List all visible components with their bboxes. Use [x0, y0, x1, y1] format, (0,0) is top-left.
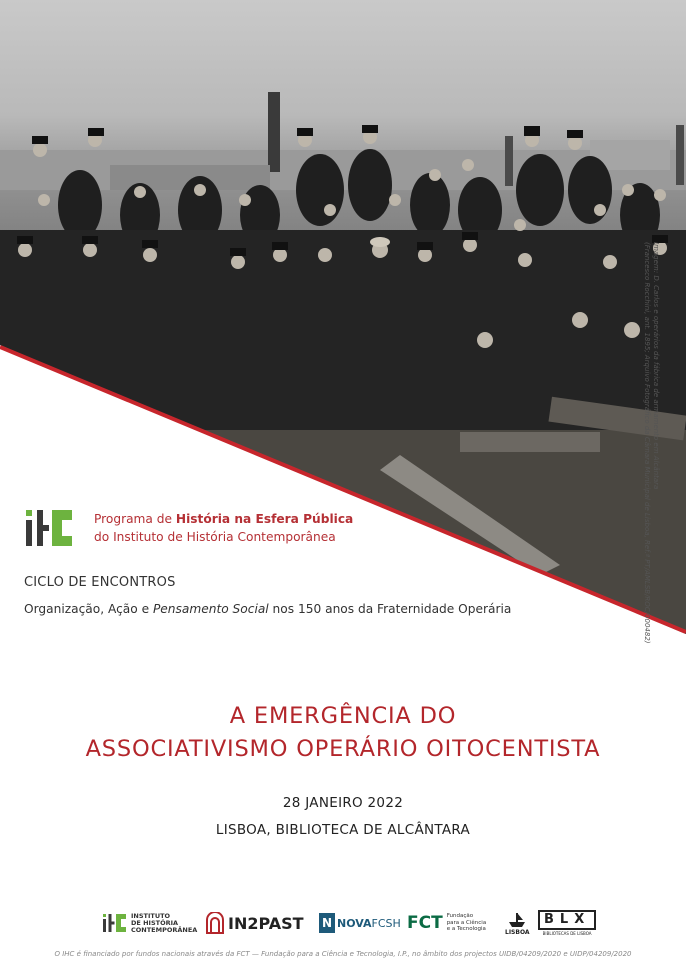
in2past-arch-icon [205, 912, 225, 934]
event-title [0, 700, 686, 766]
ihc-partner-logo [103, 908, 197, 938]
blx-sub: BIBLIOTECAS DE LISBOA [542, 931, 592, 936]
cycle-sub-a: Organização, Ação e [24, 602, 153, 616]
fct-l3: e a Tecnologia [446, 926, 486, 933]
fct-logo [407, 908, 486, 938]
cycle-sub-italic: Pensamento Social [152, 602, 269, 616]
ihc-partner-l3: CONTEMPORÂNEA [131, 925, 198, 934]
funding-footnote: O IHC é financiado por fundos nacionais através da FCT — Fundação para a Ciência e Tecnologia, I.P., no âmbito dos projectos UIDB/04209/2020 e UIDP/04209/2020 [54, 950, 632, 958]
photo-credit [642, 242, 660, 644]
event-title-line1: A EMERGÊNCIA DO [229, 703, 457, 729]
fct-l1: Fundação [446, 913, 474, 920]
fct-text: FCT [407, 913, 443, 933]
nova-fcsh-logo [319, 908, 401, 938]
in2past-text: IN2PAST [228, 913, 304, 933]
event-place: LISBOA, BIBLIOTECA DE ALCÂNTARA [215, 822, 471, 838]
in2past-logo [205, 908, 304, 938]
event-date: 28 JANEIRO 2022 [282, 795, 404, 811]
blx-logo [538, 908, 596, 938]
ihc-program-block [26, 508, 353, 548]
photo-credit-line2: (Francesco Rocchini, ant. 1895; Arquivo Fotográfico da Câmara Municipal de Lisboa, Ref.ª PT/AMLSB/ROC/000482) [643, 242, 651, 644]
cycle-subtitle [24, 602, 511, 616]
ihc-partner-l2: DE HISTÓRIA [131, 918, 179, 927]
nova-n-icon: N [319, 913, 335, 933]
ihc-partner-l1: INSTITUTO [131, 911, 171, 920]
partner-logos [0, 908, 686, 942]
ihc-program-text [94, 510, 353, 546]
ihc-logo [26, 508, 74, 548]
nova-text: NOVA [337, 916, 372, 930]
program-line2: do Instituto de História Contemporânea [94, 530, 336, 544]
cycle-sub-b: nos 150 anos da Fraternidade Operária [268, 602, 512, 616]
lisboa-text: LISBOA [505, 928, 530, 936]
program-bold: História na Esfera Pública [175, 512, 354, 526]
fcsh-text: FCSH [371, 916, 401, 930]
event-title-line2: ASSOCIATIVISMO OPERÁRIO OITOCENTISTA [85, 736, 601, 762]
photo-credit-line1: Imagem: D. Carlos e operários da fábrica de armamento em Alcântara [652, 242, 660, 490]
fct-l2: para a Ciência [446, 919, 487, 926]
cycle-title: CICLO DE ENCONTROS [24, 575, 176, 590]
program-prefix: Programa de [94, 512, 176, 526]
lisboa-logo [505, 908, 530, 938]
lisboa-ship-icon [507, 911, 527, 929]
blx-text: BLX [538, 910, 596, 930]
